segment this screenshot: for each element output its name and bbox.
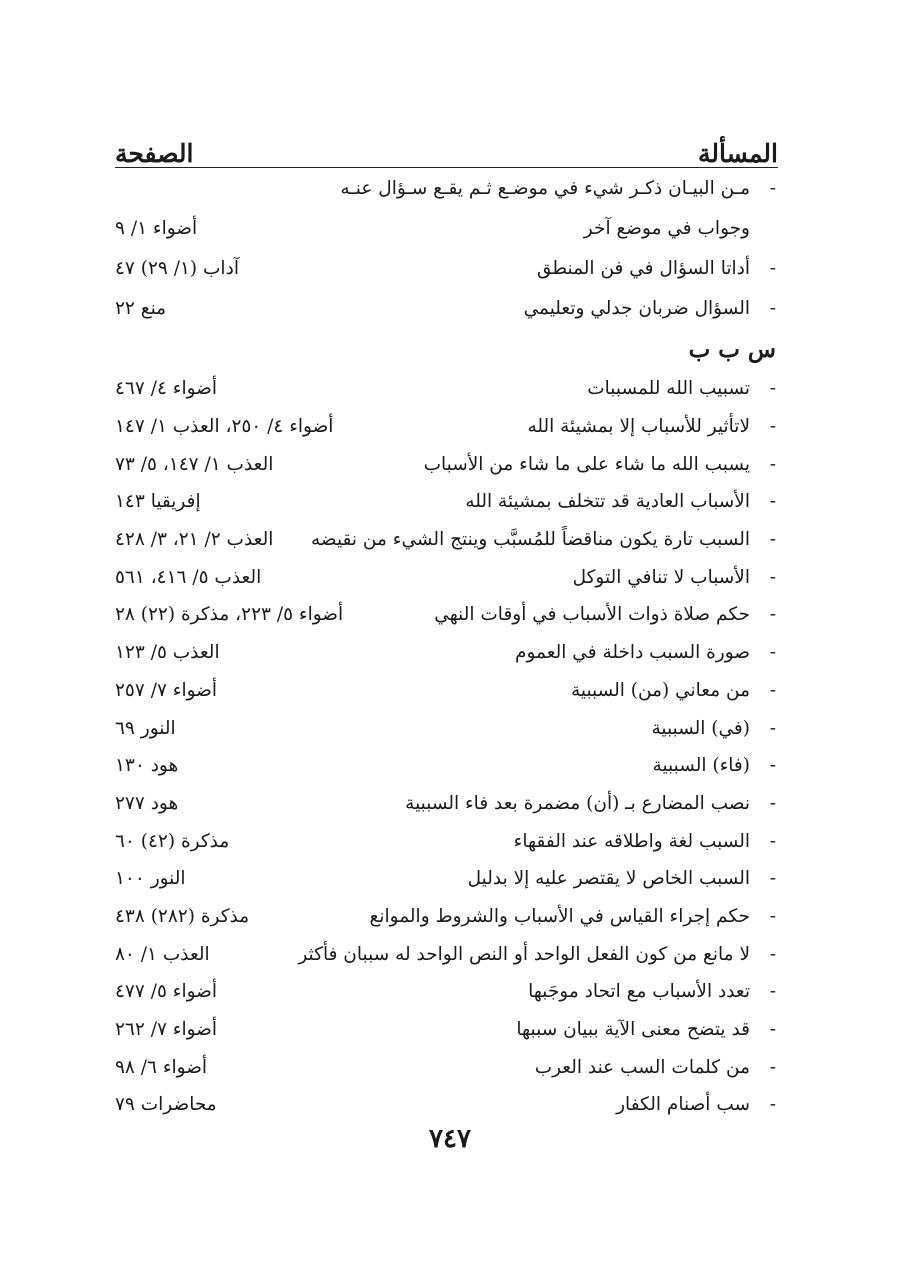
entry-dash: -: [769, 416, 776, 438]
index-entry: [115, 785, 776, 823]
index-entry: [115, 672, 776, 710]
index-entry: [115, 248, 776, 288]
entry-dash: -: [769, 717, 776, 739]
entry-reference: أضواء ٧/ ٢٥٧: [115, 679, 218, 701]
index-entry: [115, 483, 776, 521]
index-content: [115, 168, 776, 1124]
entry-topic: تعدد الأسباب مع اتحاد موجَبها: [528, 981, 750, 1003]
index-entry: [115, 370, 776, 408]
index-entry: [115, 709, 776, 747]
entry-reference: العذب ١/ ١٤٧، ٥/ ٧٣: [115, 453, 274, 475]
index-entry: [115, 1048, 776, 1086]
entry-reference: محاضرات ٧٩: [115, 1094, 217, 1116]
entry-topic: قد يتضح معنى الآية ببيان سببها: [516, 1019, 750, 1041]
entry-topic: من كلمات السب عند العرب: [534, 1056, 750, 1078]
section-heading: س ب ب: [688, 335, 776, 363]
entry-topic: من معاني (من) السببية: [570, 679, 750, 701]
entry-topic: صورة السبب داخلة في العموم: [515, 642, 750, 664]
index-entry: [115, 408, 776, 446]
entry-dash: -: [769, 529, 776, 551]
entry-topic: تسبيب الله للمسببات: [587, 378, 750, 400]
entry-reference: أضواء ٧/ ٢٦٢: [115, 1019, 218, 1041]
entry-topic: حكم صلاة ذوات الأسباب في أوقات النهي: [434, 604, 750, 626]
entry-reference: مذكرة (٤٢) ٦٠: [115, 830, 230, 852]
entry-reference: العذب ٥/ ٤١٦، ٥٦١: [115, 566, 262, 588]
entry-reference: أضواء ٤/ ٢٥٠، العذب ١/ ١٤٧: [115, 416, 334, 438]
entry-reference: النور ٦٩: [115, 717, 176, 739]
entry-dash: -: [769, 378, 776, 400]
entry-dash: -: [769, 642, 776, 664]
entry-reference: العذب ٢/ ٢١، ٣/ ٤٢٨: [115, 529, 274, 551]
index-entry: [115, 973, 776, 1011]
entry-reference: النور ١٠٠: [115, 868, 186, 890]
entry-topic: نصب المضارع بـ (أن) مضمرة بعد فاء السببية: [405, 792, 750, 814]
entry-reference: آداب (١/ ٢٩) ٤٧: [115, 257, 239, 279]
entry-list: [115, 370, 776, 1124]
page-number: ٧٤٧: [429, 1124, 471, 1154]
entry-dash: -: [769, 905, 776, 927]
entry-reference: أضواء ٥/ ٢٢٣، مذكرة (٢٢) ٢٨: [115, 604, 344, 626]
index-entry: [115, 747, 776, 785]
entry-dash: -: [769, 177, 776, 199]
entry-reference: أضواء ٥/ ٤٧٧: [115, 981, 218, 1003]
entry-dash: -: [769, 1094, 776, 1116]
index-entry: [115, 935, 776, 973]
entry-topic: الأسباب لا تنافي التوكل: [572, 566, 750, 588]
index-entry: [115, 558, 776, 596]
page-column-heading: الصفحة: [115, 139, 194, 168]
entry-topic: (فاء) السببية: [652, 755, 750, 777]
entry-dash: -: [769, 1056, 776, 1078]
entry-dash: -: [769, 1019, 776, 1041]
entry-topic: حكم إجراء القياس في الأسباب والشروط والموانع: [369, 905, 750, 927]
index-entry: [115, 208, 776, 248]
entry-dash: -: [769, 755, 776, 777]
entry-topic: سب أصنام الكفار: [616, 1094, 750, 1116]
entry-reference: أضواء ١/ ٩: [115, 217, 198, 239]
entry-reference: مذكرة (٢٨٢) ٤٣٨: [115, 905, 250, 927]
index-entry: [115, 445, 776, 483]
entry-dash: -: [769, 981, 776, 1003]
index-entry: [115, 860, 776, 898]
entry-dash: -: [769, 792, 776, 814]
index-entry: [115, 168, 776, 208]
entry-reference: العذب ٥/ ١٢٣: [115, 642, 220, 664]
index-entry: [115, 898, 776, 936]
entry-reference: هود ٢٧٧: [115, 792, 179, 814]
index-entry: [115, 634, 776, 672]
entry-reference: أضواء ٦/ ٩٨: [115, 1056, 208, 1078]
index-entry: [115, 1011, 776, 1049]
index-entry: [115, 822, 776, 860]
entry-reference: منع ٢٢: [115, 297, 167, 319]
entry-topic: السؤال ضربان جدلي وتعليمي: [523, 297, 750, 319]
entry-topic: مـن البيـان ذكـر شيء في موضـع ثـم يقـع سـؤال عنـه: [340, 177, 750, 199]
entry-topic: لا مانع من كون الفعل الواحد أو النص الواحد له سببان فأكثر: [298, 943, 750, 965]
entry-dash: -: [769, 491, 776, 513]
entry-dash: -: [769, 453, 776, 475]
entry-reference: إفريقيا ١٤٣: [115, 491, 201, 513]
entry-dash: -: [769, 257, 776, 279]
index-entry: [115, 288, 776, 328]
entry-topic: (في) السببية: [651, 717, 750, 739]
entry-topic: يسبب الله ما شاء على ما شاء من الأسباب: [423, 453, 750, 475]
column-header: [115, 118, 778, 168]
index-entry: [115, 521, 776, 559]
entry-topic: لاتأثير للأسباب إلا بمشيئة الله: [527, 416, 750, 438]
topic-column-heading: المسألة: [698, 139, 778, 168]
entry-dash: -: [769, 830, 776, 852]
entry-reference: هود ١٣٠: [115, 755, 179, 777]
entry-topic: السبب الخاص لا يقتصر عليه إلا بدليل: [467, 868, 750, 890]
index-entry: [115, 1086, 776, 1124]
entry-topic: السبب لغة واطلاقه عند الفقهاء: [513, 830, 750, 852]
entry-topic: وجواب في موضع آخر: [583, 217, 750, 239]
entry-topic: الأسباب العادية قد تتخلف بمشيئة الله: [465, 491, 750, 513]
entry-topic: أداتا السؤال في فن المنطق: [536, 257, 750, 279]
index-entry: [115, 596, 776, 634]
entry-dash: -: [769, 297, 776, 319]
entry-dash: -: [769, 943, 776, 965]
entry-topic: السبب تارة يكون مناقضاً للمُسبَّب وينتج الشيء من نقيضه: [311, 529, 750, 551]
entry-dash: -: [769, 566, 776, 588]
entry-dash: -: [769, 604, 776, 626]
entry-dash: -: [769, 679, 776, 701]
entry-dash: -: [769, 868, 776, 890]
entry-reference: العذب ١/ ٨٠: [115, 943, 210, 965]
entry-reference: أضواء ٤/ ٤٦٧: [115, 378, 218, 400]
